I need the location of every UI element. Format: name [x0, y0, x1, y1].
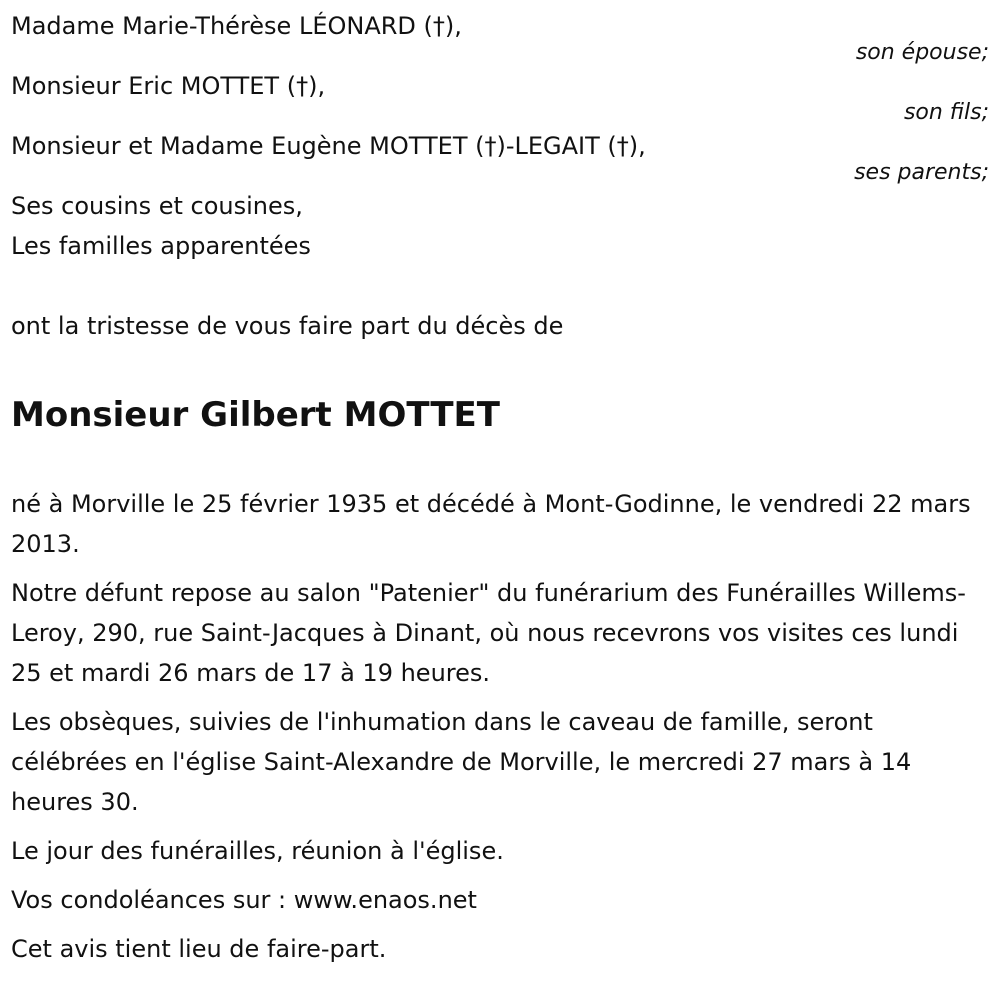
condolences-paragraph: Vos condoléances sur : www.enaos.net: [11, 886, 477, 914]
family-relation: son fils;: [903, 100, 989, 125]
other-relatives: [11, 186, 989, 266]
announcement-text: ont la tristesse de vous faire part du décès de: [11, 312, 564, 340]
family-entry: [11, 6, 989, 66]
family-name: Monsieur et Madame Eugène MOTTET (†)-LEGAIT (†),: [11, 132, 646, 160]
visitation-paragraph: Notre défunt repose au salon "Patenier" du funérarium des Funérailles Willems-Leroy, 290, rue Saint-Jacques à Dinant, où nous recevrons vos visites ces lundi 25 et mardi 26 mars de 17 à 19 heures.: [11, 579, 966, 687]
notice-paragraph: Cet avis tient lieu de faire-part.: [11, 935, 387, 963]
family-relation: son épouse;: [855, 40, 989, 65]
funeral-paragraph: Les obsèques, suivies de l'inhumation dans le caveau de famille, seront célébrées en l'église Saint-Alexandre de Morville, le mercredi 27 mars à 14 heures 30.: [11, 708, 912, 816]
family-name: Madame Marie-Thérèse LÉONARD (†),: [11, 12, 462, 40]
birth-death-paragraph: né à Morville le 25 février 1935 et décédé à Mont-Godinne, le vendredi 22 mars 2013.: [11, 490, 971, 558]
family-entry: [11, 66, 989, 126]
meeting-paragraph: Le jour des funérailles, réunion à l'église.: [11, 837, 504, 865]
deceased-name: Monsieur Gilbert MOTTET: [11, 395, 500, 435]
obituary-notice: [11, 0, 989, 978]
family-relation: ses parents;: [854, 160, 989, 185]
family-entry: [11, 126, 989, 186]
family-name: Monsieur Eric MOTTET (†),: [11, 72, 326, 100]
other-relatives-line: Les familles apparentées: [11, 232, 311, 260]
other-relatives-line: Ses cousins et cousines,: [11, 192, 303, 220]
